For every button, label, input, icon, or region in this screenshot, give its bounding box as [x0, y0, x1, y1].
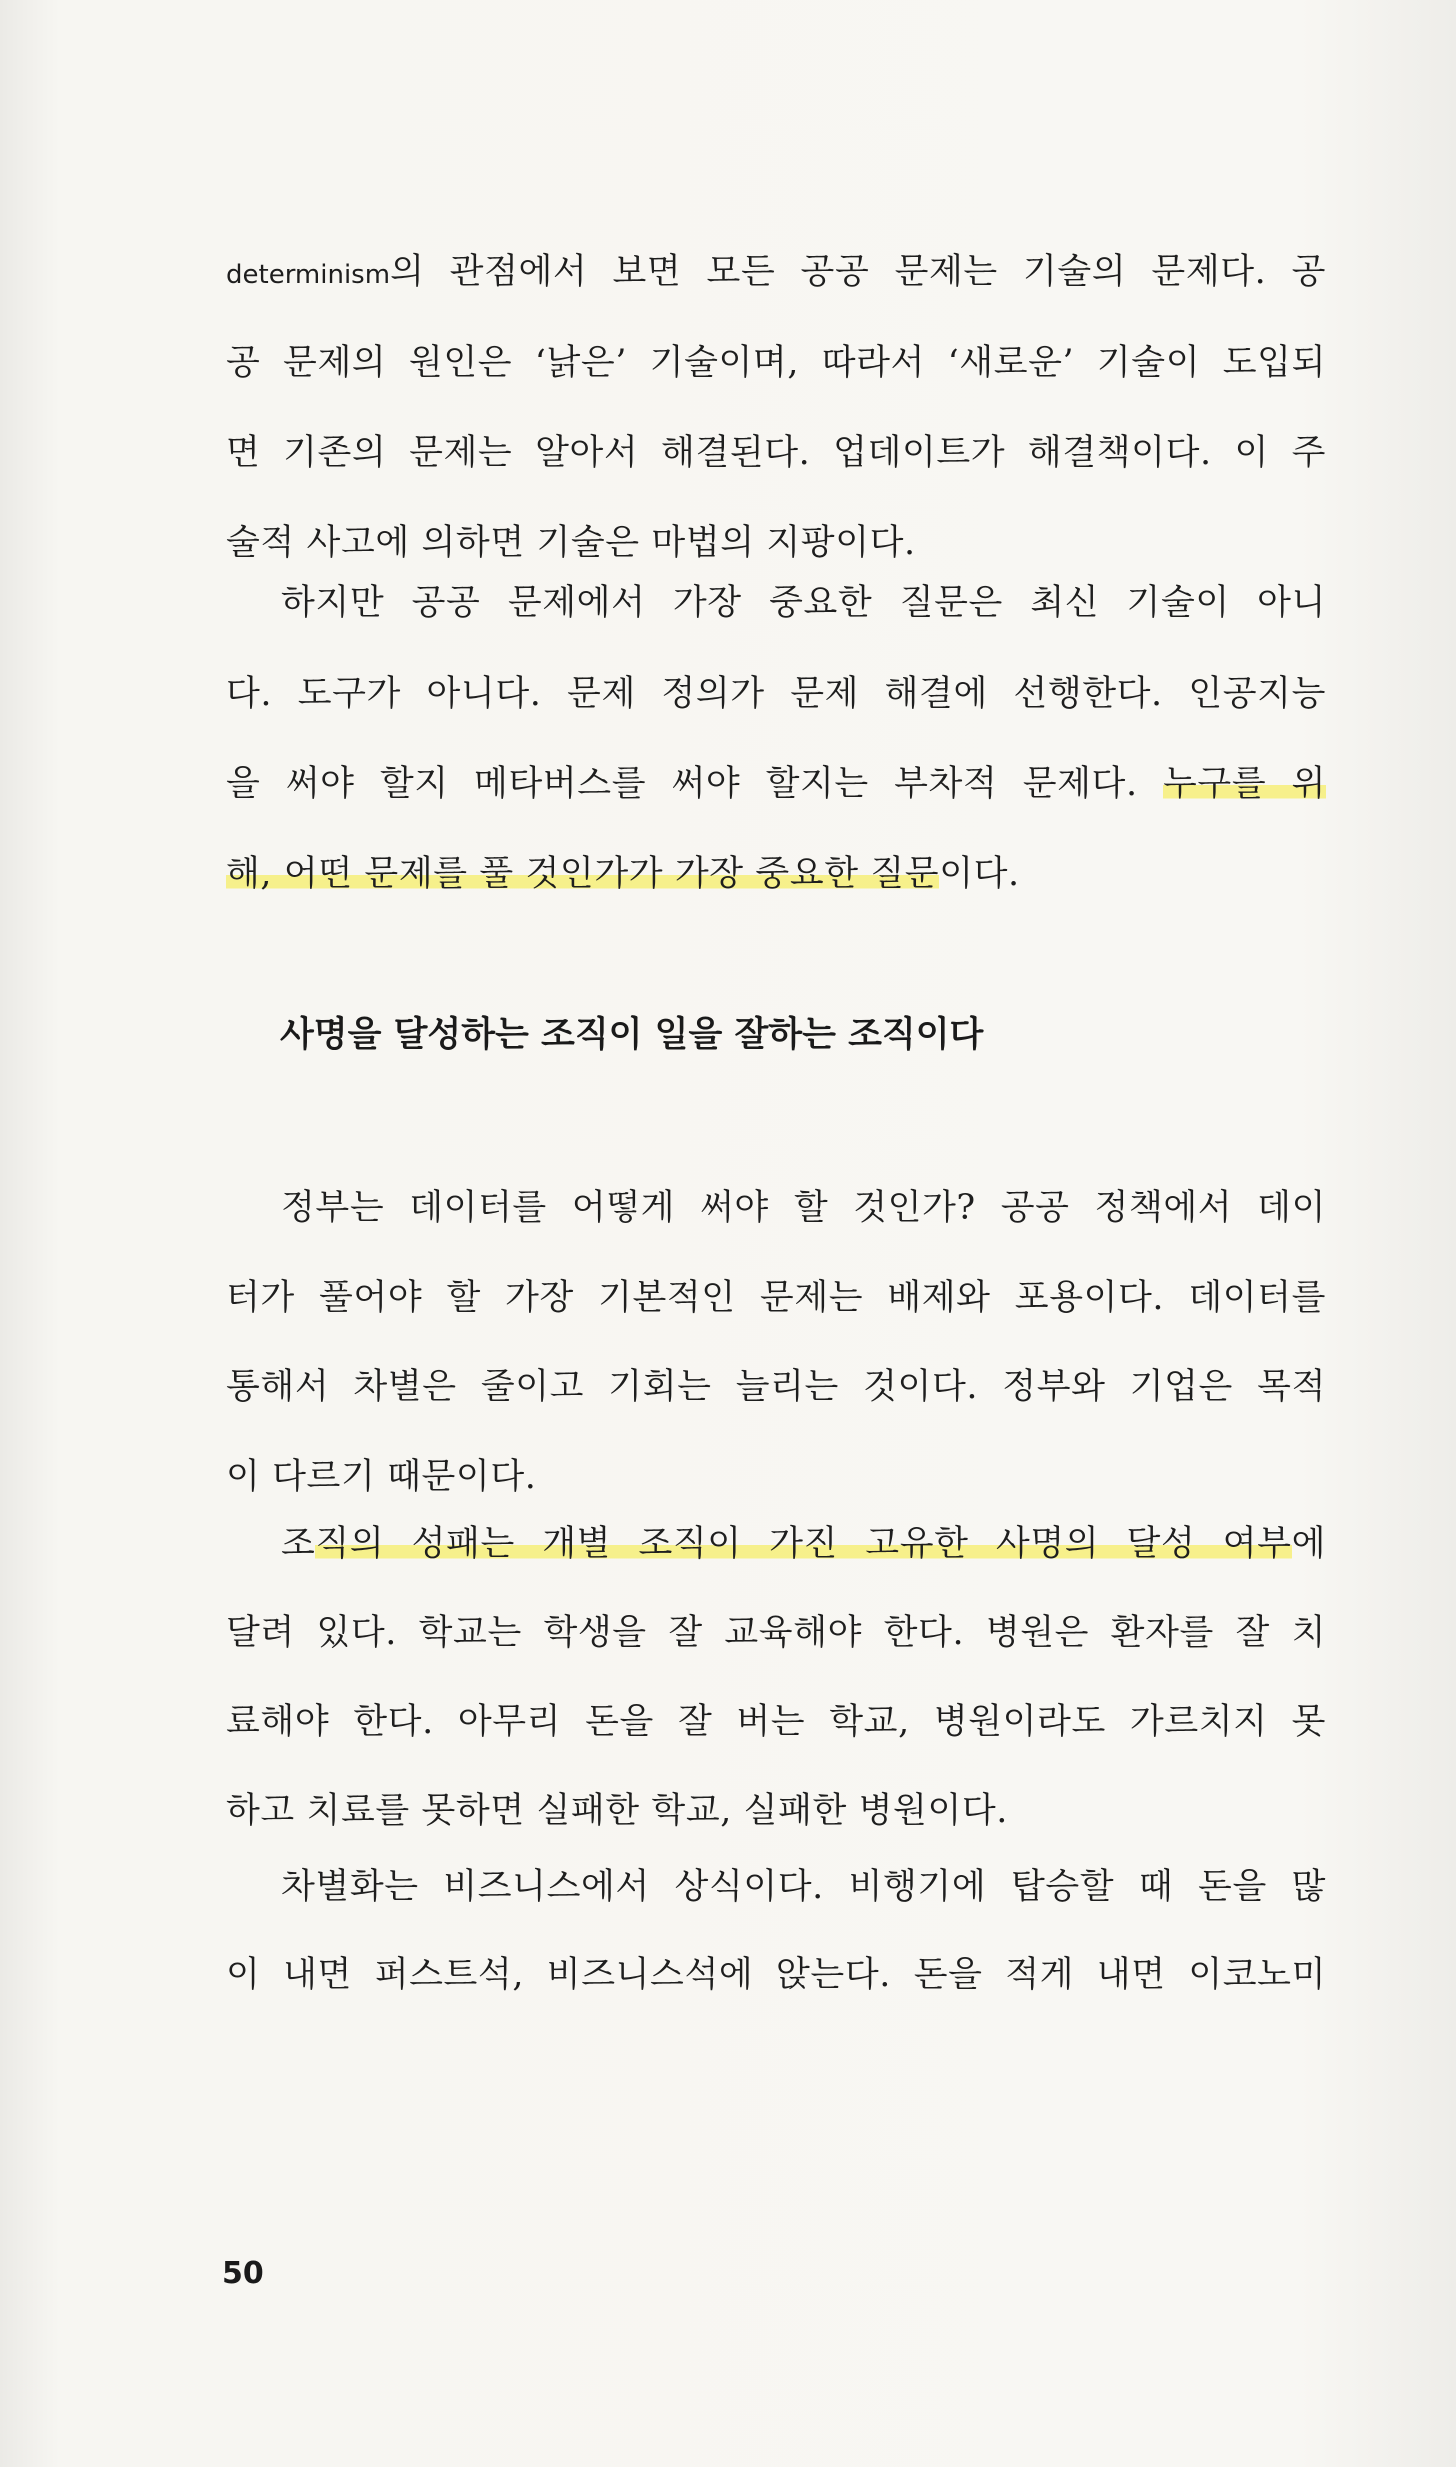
highlighted-text: 누구를 위	[1163, 764, 1326, 804]
paragraph-3-line-2: 터가 풀어야 할 가장 기본적인 문제는 배제와 포용이다. 데이터를	[226, 1278, 1326, 1318]
paragraph-2-line-3	[226, 744, 1326, 824]
paragraph-5-line-1: 차별화는 비즈니스에서 상식이다. 비행기에 탑승할 때 돈을 많	[281, 1867, 1326, 1907]
text-span: 을 써야 할지 메타버스를 써야 할지는 부차적 문제다.	[226, 764, 1164, 804]
paragraph-1-line-2: 공 문제의 원인은 ‘낡은’ 기술이며, 따라서 ‘새로운’ 기술이 도입되	[226, 343, 1326, 383]
highlighted-text: 해, 어떤 문제를 풀 것인가가 가장 중요한 질문	[226, 854, 940, 894]
paragraph-4-line-2: 달려 있다. 학교는 학생을 잘 교육해야 한다. 병원은 환자를 잘 치	[226, 1613, 1326, 1653]
paragraph-5-line-2: 이 내면 퍼스트석, 비즈니스석에 앉는다. 돈을 적게 내면 이코노미	[226, 1955, 1326, 1995]
highlighted-text: 직의 성패는 개별 조직이 가진 고유한 사명의 달성 여부	[315, 1524, 1292, 1564]
paragraph-2-line-2: 다. 도구가 아니다. 문제 정의가 문제 해결에 선행한다. 인공지능	[226, 674, 1326, 714]
paragraph-4-line-3: 료해야 한다. 아무리 돈을 잘 버는 학교, 병원이라도 가르치지 못	[226, 1702, 1326, 1742]
paragraph-3-line-4: 이 다르기 때문이다.	[226, 1457, 537, 1497]
paragraph-1-line-3: 면 기존의 문제는 알아서 해결된다. 업데이트가 해결책이다. 이 주	[226, 433, 1326, 473]
page-number: 50	[222, 2256, 264, 2291]
paragraph-1-line-4: 술적 사고에 의하면 기술은 마법의 지팡이다.	[226, 523, 916, 563]
section-heading: 사명을 달성하는 조직이 일을 잘하는 조직이다	[280, 1015, 984, 1055]
text-span: 조	[281, 1524, 316, 1564]
paragraph-2-line-1: 하지만 공공 문제에서 가장 중요한 질문은 최신 기술이 아니	[281, 583, 1326, 623]
text-span: 이다.	[939, 854, 1020, 894]
text-span: 의 관점에서 보면 모든 공공 문제는 기술의 문제다. 공	[390, 252, 1326, 292]
paragraph-1-line-1	[226, 232, 1326, 312]
text-span: 에	[1291, 1524, 1326, 1564]
english-term: determinism	[226, 260, 391, 290]
paragraph-2-line-4	[226, 834, 1326, 914]
paragraph-4-line-1	[226, 1504, 1326, 1584]
paragraph-3-line-1: 정부는 데이터를 어떻게 써야 할 것인가? 공공 정책에서 데이	[281, 1188, 1326, 1228]
paragraph-3-line-3: 통해서 차별은 줄이고 기회는 늘리는 것이다. 정부와 기업은 목적	[226, 1367, 1326, 1407]
paragraph-4-line-4: 하고 치료를 못하면 실패한 학교, 실패한 병원이다.	[226, 1791, 1009, 1831]
